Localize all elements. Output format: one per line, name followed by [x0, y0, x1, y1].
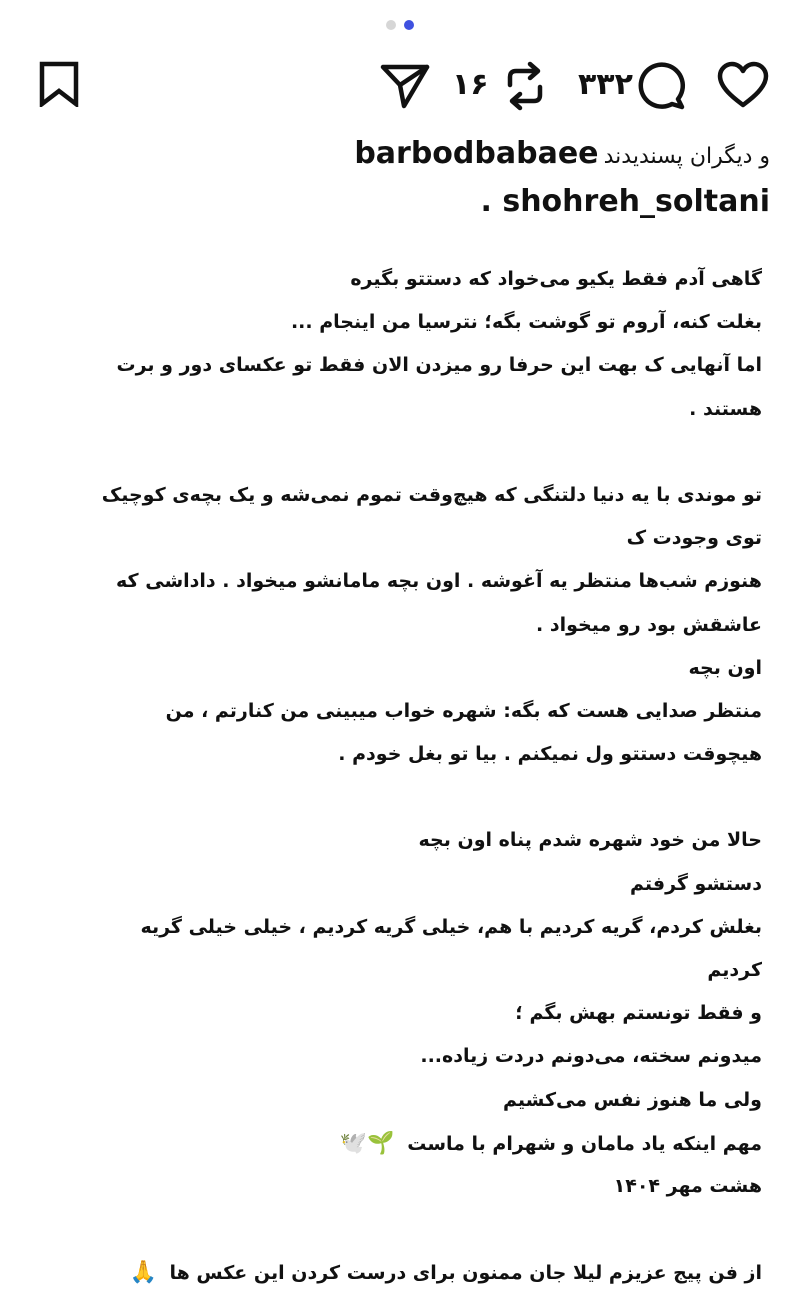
caption-line: هشت مهر ۱۴۰۴ — [613, 1174, 762, 1197]
caption-line-text: مهم اینکه یاد مامان و شهرام با ماست — [407, 1132, 762, 1155]
liked-by-username[interactable]: barbodbabaee — [354, 136, 599, 171]
caption-line: بغلش کردم، گریه کردیم با هم، خیلی گریه کردیم ، خیلی خیلی گریه — [140, 915, 762, 938]
caption-spacer — [32, 1208, 762, 1251]
caption-line: میدونم سخته، می‌دونم دردت زیاده... — [420, 1045, 762, 1068]
caption-line: دستشو گرفتم — [629, 872, 762, 895]
caption-line: کردیم — [707, 959, 762, 981]
carousel-dot-active — [404, 20, 414, 30]
caption-spacer — [32, 776, 762, 819]
caption-author-line — [30, 180, 770, 224]
caption-line: اما آنهایی ک بهت این حرفا رو میزدن الان فقط تو عکسای دور و برت — [116, 354, 762, 377]
caption-line: هستند . — [689, 397, 762, 420]
heart-icon[interactable] — [716, 61, 770, 109]
post-caption — [32, 258, 762, 1295]
caption-line: ولی ما هنوز نفس می‌کشیم — [503, 1088, 762, 1111]
caption-line-with-emoji — [32, 1251, 762, 1294]
caption-line: هنوزم شب‌ها منتظر یه آغوشه . اون بچه مامانشو میخواد . داداشی که — [116, 570, 762, 593]
caption-line: هیچوقت دستتو ول نمیکنم . بیا تو بغل خودم . — [338, 743, 762, 766]
caption-line: حالا من خود شهره شدم پناه اون بچه — [418, 829, 762, 852]
repost-icon[interactable] — [502, 61, 548, 111]
caption-line: اون بچه — [688, 656, 762, 679]
caption-spacer — [32, 431, 762, 474]
comment-icon[interactable] — [634, 59, 686, 111]
caption-line: عاشقش بود رو میخواد . — [536, 613, 762, 636]
comment-count: ۳۳۲ — [578, 67, 633, 102]
bookmark-icon[interactable] — [38, 61, 80, 107]
caption-line: منتظر صدایی هست که بگه: شهره خواب میبینی من کنارتم ، من — [165, 699, 762, 722]
caption-author-suffix: . — [480, 184, 492, 219]
likes-summary — [30, 132, 770, 224]
repost-count: ۱۶ — [452, 67, 489, 102]
liked-by-line — [30, 132, 770, 180]
caption-line: و فقط تونستم بهش بگم ؛ — [515, 1002, 762, 1025]
caption-line: توی وجودت ک — [626, 527, 762, 550]
caption-line: تو موندی با یه دنیا دلتنگی که هیچ‌وقت تموم نمی‌شه و یک بچه‌ی کوچیک — [101, 483, 762, 506]
praying-hands-emoji: 🙏 — [129, 1260, 157, 1286]
caption-line: گاهی آدم فقط یکیو می‌خواد که دستتو بگیره — [350, 268, 762, 290]
sprout-dove-emoji: 🌱🕊️ — [339, 1130, 395, 1156]
carousel-indicator — [0, 20, 800, 30]
send-icon[interactable] — [380, 61, 430, 109]
caption-line-text: از فن پیج عزیزم لیلا جان ممنون برای درست کردن این عکس ها — [169, 1262, 762, 1285]
carousel-dot — [386, 20, 396, 30]
post-action-bar — [0, 55, 800, 115]
caption-author[interactable]: shohreh_soltani — [502, 184, 770, 219]
liked-by-suffix: و دیگران پسندیدند — [603, 144, 770, 169]
caption-line: بغلت کنه، آروم تو گوشت بگه؛ نترسیا من اینجام ... — [290, 311, 762, 334]
caption-line-with-emoji — [32, 1122, 762, 1165]
